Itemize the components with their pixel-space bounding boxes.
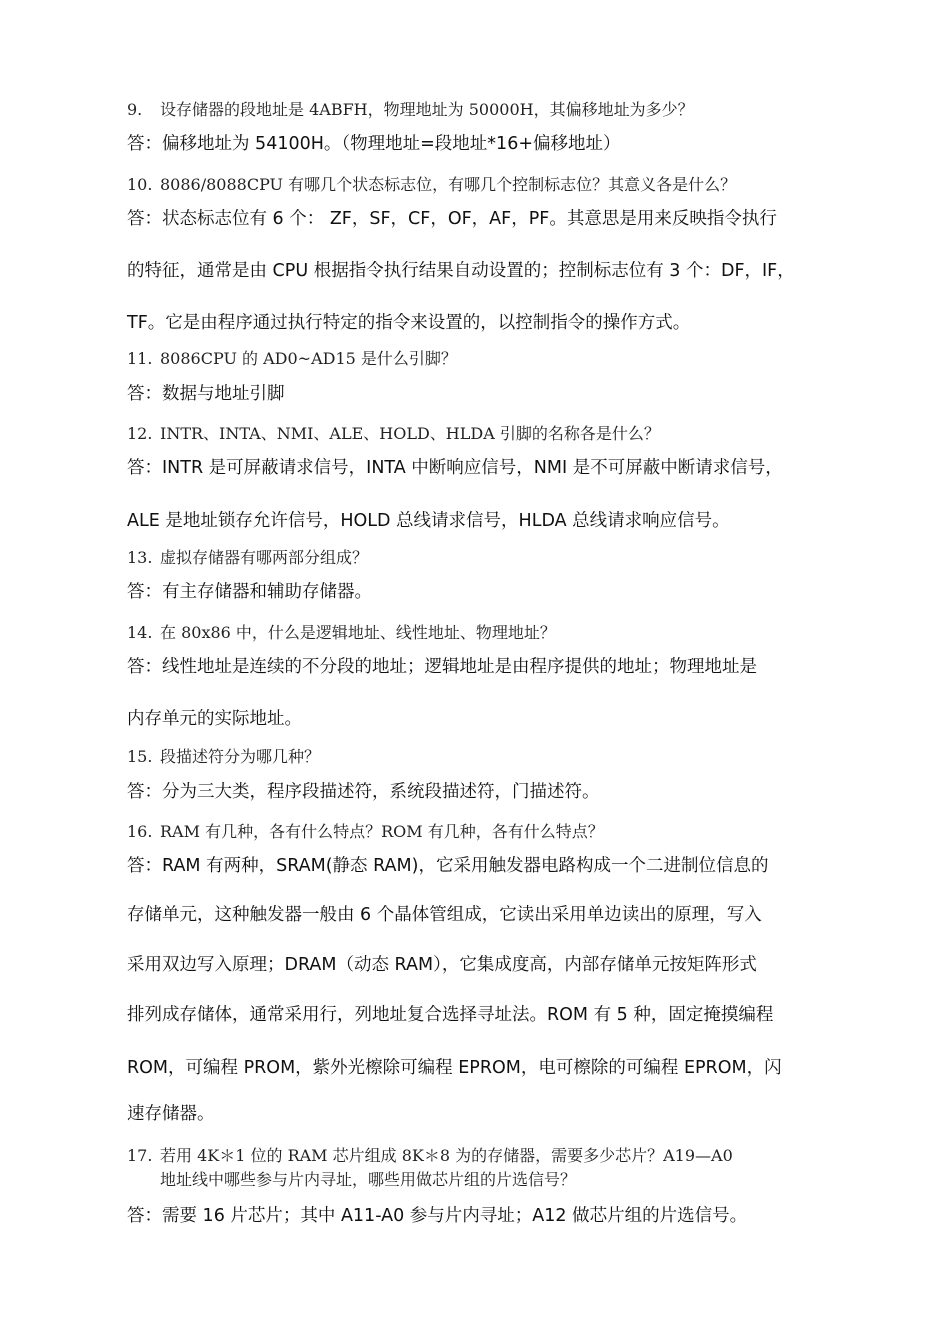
answer-12-line-1: 答：INTR 是可屏蔽请求信号，INTA 中断响应信号，NMI 是不可屏蔽中断请求信号， <box>127 458 783 478</box>
question-text: 8086CPU 的 AD0~AD15 是什么引脚？ <box>160 349 457 368</box>
answer-16-line-3: 采用双边写入原理；DRAM（动态 RAM），它集成度高，内部存储单元按矩阵形式 <box>127 955 757 975</box>
question-text: 8086/8088CPU 有哪几个状态标志位，有哪几个控制标志位？其意义各是什么？ <box>160 175 737 194</box>
question-16 <box>127 824 604 840</box>
question-text: 在 80x86 中，什么是逻辑地址、线性地址、物理地址？ <box>160 623 556 642</box>
question-number: 16. <box>127 822 153 841</box>
question-text: 若用 4K＊1 位的 RAM 芯片组成 8K＊8 为的存储器，需要多少芯片？A19—A0 <box>160 1146 733 1165</box>
question-number: 11. <box>127 349 153 368</box>
answer-16-line-2: 存储单元，这种触发器一般由 6 个晶体管组成，它读出采用单边读出的原理，写入 <box>127 905 762 925</box>
question-number: 15. <box>127 747 153 766</box>
answer-10-line-1: 答：状态标志位有 6 个： ZF，SF，CF，OF，AF，PF。其意思是用来反映指令执行 <box>127 209 777 229</box>
answer-16-line-4: 排列成存储体，通常采用行，列地址复合选择寻址法。ROM 有 5 种，固定掩摸编程 <box>127 1005 774 1025</box>
answer-17-line-1: 答：需要 16 片芯片；其中 A11-A0 参与片内寻址；A12 做芯片组的片选信号。 <box>127 1206 748 1226</box>
question-number: 10. <box>127 175 153 194</box>
question-text: 虚拟存储器有哪两部分组成？ <box>160 548 369 567</box>
answer-10-line-3: TF。它是由程序通过执行特定的指令来设置的，以控制指令的操作方式。 <box>127 313 691 333</box>
answer-11-line-1: 答：数据与地址引脚 <box>127 384 285 404</box>
question-text: 设存储器的段地址是 4ABFH，物理地址为 50000H，其偏移地址为多少？ <box>160 100 694 119</box>
answer-12-line-2: ALE 是地址锁存允许信号，HOLD 总线请求信号，HLDA 总线请求响应信号。 <box>127 511 730 531</box>
answer-16-line-1: 答：RAM 有两种，SRAM(静态 RAM)，它采用触发器电路构成一个二进制位信息的 <box>127 856 769 876</box>
question-text: INTR、INTA、NMI、ALE、HOLD、HLDA 引脚的名称各是什么？ <box>160 424 660 443</box>
question-12 <box>127 426 660 442</box>
answer-15-line-1: 答：分为三大类，程序段描述符，系统段描述符，门描述符。 <box>127 782 600 802</box>
question-14 <box>127 625 556 641</box>
question-11 <box>127 351 457 367</box>
question-number: 12. <box>127 424 153 443</box>
question-number: 17. <box>127 1146 153 1165</box>
question-number: 14. <box>127 623 153 642</box>
question-number: 9. <box>127 100 143 119</box>
answer-13-line-1: 答：有主存储器和辅助存储器。 <box>127 582 372 602</box>
answer-16-line-6: 速存储器。 <box>127 1104 215 1124</box>
question-10 <box>127 177 736 193</box>
question-13 <box>127 550 368 566</box>
answer-9-line-1: 答：偏移地址为 54100H。（物理地址=段地址*16+偏移地址） <box>127 134 621 154</box>
question-17-line-2: 地址线中哪些参与片内寻址，哪些用做芯片组的片选信号？ <box>160 1170 577 1189</box>
answer-16-line-5: ROM，可编程 PROM，紫外光檫除可编程 EPROM，电可檫除的可编程 EPROM，闪 <box>127 1058 782 1078</box>
question-number: 13. <box>127 548 153 567</box>
question-17 <box>127 1148 733 1164</box>
question-9 <box>127 102 694 118</box>
question-text: RAM 有几种，各有什么特点？ROM 有几种，各有什么特点？ <box>160 822 604 841</box>
answer-14-line-1: 答：线性地址是连续的不分段的地址；逻辑地址是由程序提供的地址；物理地址是 <box>127 657 757 677</box>
answer-14-line-2: 内存单元的实际地址。 <box>127 709 302 729</box>
question-text: 段描述符分为哪几种？ <box>160 747 321 766</box>
question-15 <box>127 749 320 765</box>
answer-10-line-2: 的特征，通常是由 CPU 根据指令执行结果自动设置的；控制标志位有 3 个：DF，IF， <box>127 261 795 281</box>
